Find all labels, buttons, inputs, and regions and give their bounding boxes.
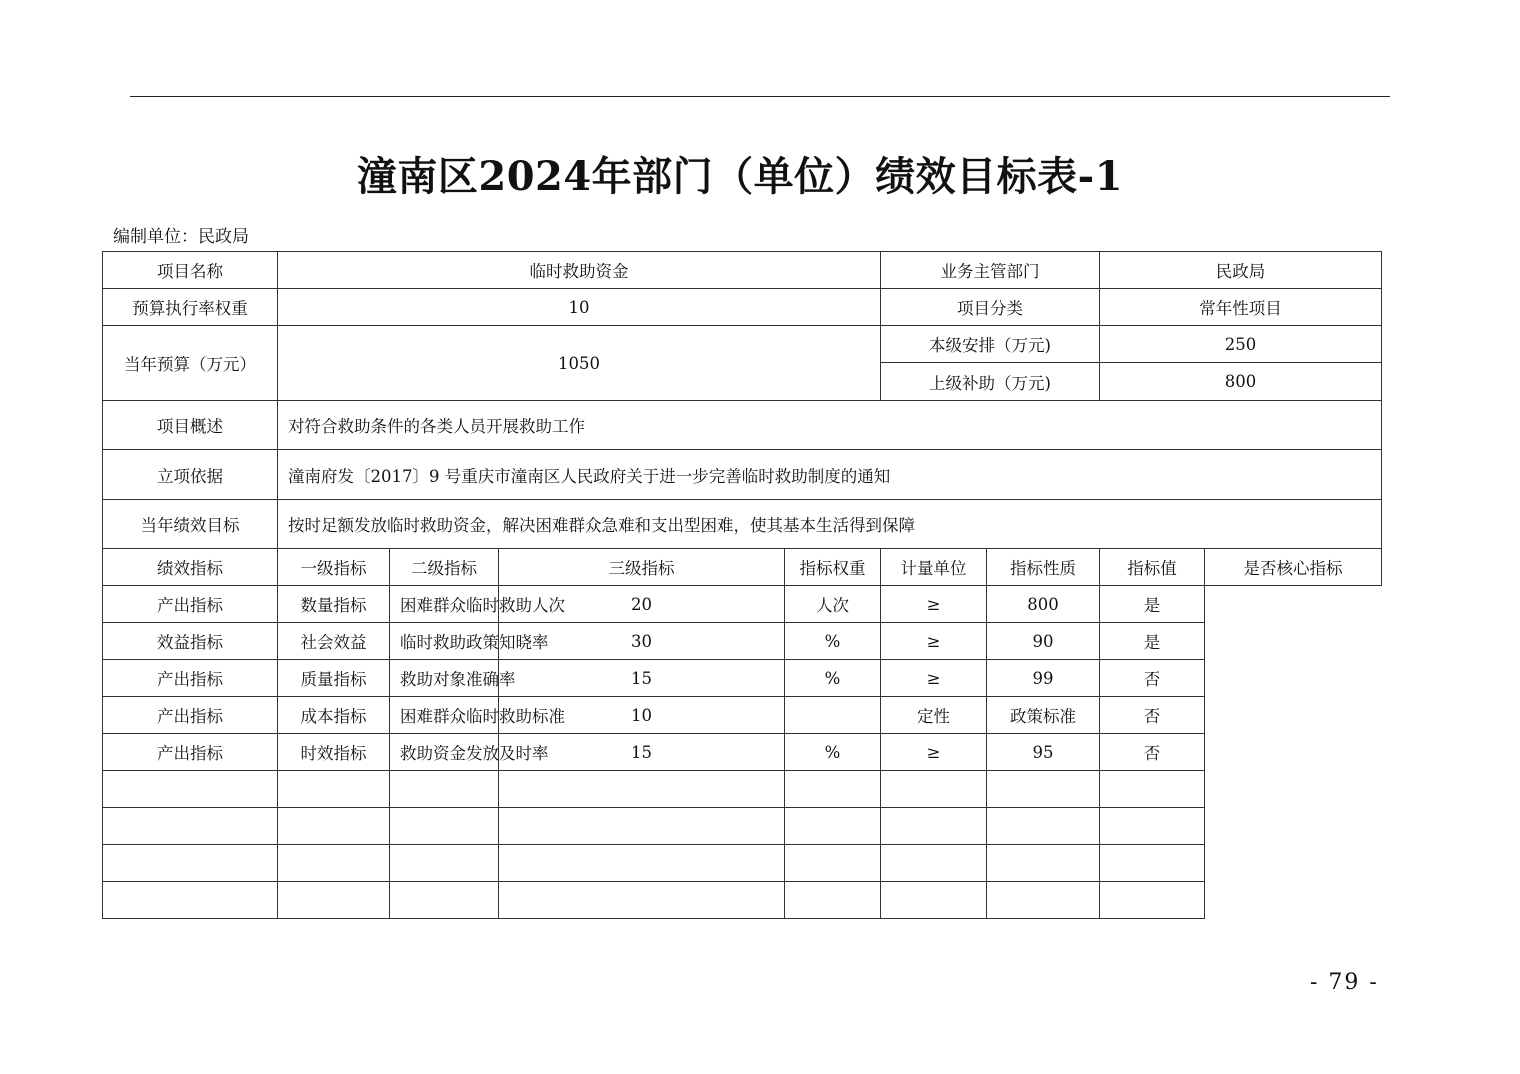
indicator-value: 95 — [987, 734, 1100, 771]
indicator-value: 99 — [987, 660, 1100, 697]
indicator-level1: 产出指标 — [103, 734, 278, 771]
indicator-value — [987, 845, 1100, 882]
indicator-level2 — [278, 882, 390, 919]
indicator-level2 — [278, 771, 390, 808]
indicator-level1: 产出指标 — [103, 697, 278, 734]
indicator-level2 — [278, 808, 390, 845]
project-name-label: 项目名称 — [103, 252, 278, 289]
indicator-unit — [785, 697, 881, 734]
indicator-level3 — [390, 771, 499, 808]
indicator-level3 — [390, 882, 499, 919]
indicator-nature: 定性 — [881, 697, 987, 734]
indicator-unit — [785, 808, 881, 845]
indicator-weight: 15 — [499, 660, 785, 697]
table-row — [103, 660, 1382, 697]
basis-label: 立项依据 — [103, 450, 278, 500]
performance-table — [102, 251, 1382, 919]
weight-value: 10 — [278, 289, 881, 326]
indicator-core: 是 — [1100, 623, 1205, 660]
table-row — [103, 623, 1382, 660]
indicator-value: 90 — [987, 623, 1100, 660]
table-row — [103, 882, 1382, 919]
header-level2: 二级指标 — [390, 549, 499, 586]
goal-label: 当年绩效目标 — [103, 500, 278, 549]
upper-label: 上级补助（万元) — [881, 363, 1100, 401]
header-core: 是否核心指标 — [1205, 549, 1382, 586]
indicator-level3: 临时救助政策知晓率 — [390, 623, 499, 660]
indicator-value — [987, 771, 1100, 808]
indicator-level1 — [103, 845, 278, 882]
indicator-nature: ≥ — [881, 586, 987, 623]
goal-value: 按时足额发放临时救助资金，解决困难群众急难和支出型困难，使其基本生活得到保障 — [278, 500, 1382, 549]
header-unit: 计量单位 — [881, 549, 987, 586]
local-value: 250 — [1100, 326, 1382, 363]
page-number: - 79 - — [1310, 970, 1379, 995]
row-weight — [103, 289, 1382, 326]
compile-unit: 编制单位：民政局 — [113, 227, 249, 247]
indicator-weight: 15 — [499, 734, 785, 771]
indicator-level2: 数量指标 — [278, 586, 390, 623]
indicator-weight — [499, 845, 785, 882]
indicator-value — [987, 808, 1100, 845]
header-nature: 指标性质 — [987, 549, 1100, 586]
indicator-rows — [103, 586, 1382, 919]
indicator-core: 是 — [1100, 586, 1205, 623]
indicator-weight: 30 — [499, 623, 785, 660]
upper-value: 800 — [1100, 363, 1382, 401]
basis-value: 潼南府发〔2017〕9 号重庆市潼南区人民政府关于进一步完善临时救助制度的通知 — [278, 450, 1382, 500]
header-level1: 一级指标 — [278, 549, 390, 586]
indicator-level1 — [103, 882, 278, 919]
indicator-unit — [785, 771, 881, 808]
category-value: 常年性项目 — [1100, 289, 1382, 326]
indicator-level2: 成本指标 — [278, 697, 390, 734]
header-rule — [130, 96, 1390, 97]
dept-value: 民政局 — [1100, 252, 1382, 289]
indicator-level2: 时效指标 — [278, 734, 390, 771]
indicator-nature — [881, 808, 987, 845]
indicator-unit: % — [785, 623, 881, 660]
table-row — [103, 808, 1382, 845]
local-label: 本级安排（万元) — [881, 326, 1100, 363]
indicator-nature: ≥ — [881, 623, 987, 660]
indicator-level3: 救助对象准确率 — [390, 660, 499, 697]
header-value: 指标值 — [1100, 549, 1205, 586]
row-budget — [103, 326, 1382, 363]
row-goal — [103, 500, 1382, 549]
indicator-core — [1100, 845, 1205, 882]
indicator-level2: 社会效益 — [278, 623, 390, 660]
indicator-level2 — [278, 845, 390, 882]
indicator-level3 — [390, 808, 499, 845]
budget-value: 1050 — [278, 326, 881, 401]
category-label: 项目分类 — [881, 289, 1100, 326]
dept-label: 业务主管部门 — [881, 252, 1100, 289]
indicator-value — [987, 882, 1100, 919]
budget-label: 当年预算（万元） — [103, 326, 278, 401]
indicator-unit: % — [785, 734, 881, 771]
indicator-level2: 质量指标 — [278, 660, 390, 697]
indicator-level1 — [103, 771, 278, 808]
indicator-nature — [881, 771, 987, 808]
overview-value: 对符合救助条件的各类人员开展救助工作 — [278, 401, 1382, 450]
indicator-weight — [499, 808, 785, 845]
indicator-weight — [499, 882, 785, 919]
indicator-value: 800 — [987, 586, 1100, 623]
indicator-nature: ≥ — [881, 660, 987, 697]
indicator-value: 政策标准 — [987, 697, 1100, 734]
table-row — [103, 734, 1382, 771]
indicator-unit — [785, 882, 881, 919]
indicator-level1: 产出指标 — [103, 586, 278, 623]
table-row — [103, 845, 1382, 882]
indicator-level1: 产出指标 — [103, 660, 278, 697]
indicators-section-label: 绩效指标 — [103, 549, 278, 586]
indicator-core: 否 — [1100, 697, 1205, 734]
indicator-weight: 10 — [499, 697, 785, 734]
table-row — [103, 771, 1382, 808]
indicator-header-row — [103, 549, 1382, 586]
indicator-level3: 救助资金发放及时率 — [390, 734, 499, 771]
indicator-weight: 20 — [499, 586, 785, 623]
row-project-name — [103, 252, 1382, 289]
indicator-level3: 困难群众临时救助标准 — [390, 697, 499, 734]
indicator-core — [1100, 882, 1205, 919]
row-basis — [103, 450, 1382, 500]
indicator-level3: 困难群众临时救助人次 — [390, 586, 499, 623]
indicator-nature — [881, 845, 987, 882]
indicator-core: 否 — [1100, 734, 1205, 771]
header-weight: 指标权重 — [785, 549, 881, 586]
indicator-level3 — [390, 845, 499, 882]
indicator-level1: 效益指标 — [103, 623, 278, 660]
indicator-core — [1100, 808, 1205, 845]
overview-label: 项目概述 — [103, 401, 278, 450]
indicator-nature: ≥ — [881, 734, 987, 771]
indicator-unit: % — [785, 660, 881, 697]
indicator-core: 否 — [1100, 660, 1205, 697]
indicator-unit: 人次 — [785, 586, 881, 623]
indicator-weight — [499, 771, 785, 808]
header-level3: 三级指标 — [499, 549, 785, 586]
weight-label: 预算执行率权重 — [103, 289, 278, 326]
indicator-unit — [785, 845, 881, 882]
indicator-level1 — [103, 808, 278, 845]
table-row — [103, 586, 1382, 623]
page-title: 潼南区2024年部门（单位）绩效目标表-1 — [356, 153, 1124, 200]
indicator-core — [1100, 771, 1205, 808]
indicator-nature — [881, 882, 987, 919]
row-overview — [103, 401, 1382, 450]
project-name-value: 临时救助资金 — [278, 252, 881, 289]
table-row — [103, 697, 1382, 734]
